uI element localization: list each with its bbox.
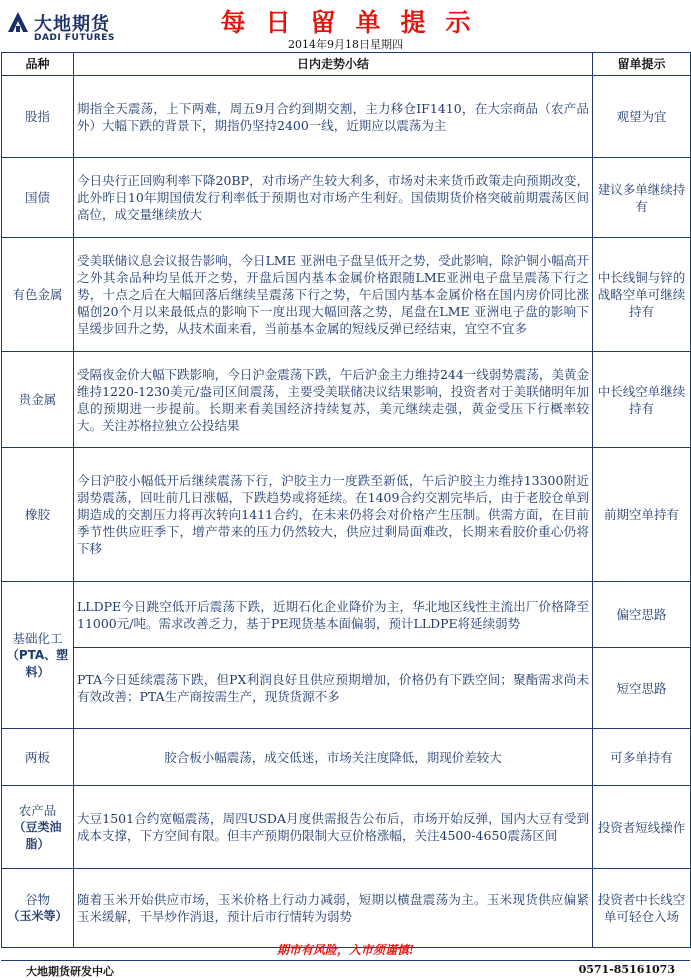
row-summary: 大豆1501合约宽幅震荡，周四USDA月度供需报告公布后，市场开始反弹，国内大豆有受到成本支撑，下方空间有限。但丰产预期仍限制大豆价格涨幅，关注4500-4650震荡区间 [74, 786, 593, 869]
logo-english-name: DADI FUTURES [34, 33, 115, 43]
risk-warning: 期市有风险，入市须谨慎! [276, 943, 415, 957]
table-row [2, 238, 691, 352]
row-category: 股指 [2, 76, 74, 158]
row-advice: 中长线铜与锌的战略空单可继续持有 [593, 238, 691, 352]
row-category [2, 582, 74, 729]
column-header-category: 品种 [2, 53, 74, 76]
footer-organization: 大地期货研发中心 [26, 965, 114, 978]
row-advice: 中长线空单继续持有 [593, 352, 691, 448]
row-category: 国债 [2, 158, 74, 238]
row-category-sub: （豆类油脂） [13, 819, 62, 851]
row-category: 两板 [2, 729, 74, 786]
footer-divider [1, 960, 690, 961]
table-row [2, 648, 691, 729]
row-category [2, 869, 74, 948]
row-category-main: 谷物 [24, 892, 50, 907]
row-advice: 投资者中长线空单可轻仓入场 [593, 869, 691, 948]
row-advice: 观望为宜 [593, 76, 691, 158]
advice-table [1, 52, 691, 948]
row-category-main: 农产品 [18, 802, 57, 818]
report-date: 2014年9月18日星期四 [288, 38, 403, 51]
row-advice: 投资者短线操作 [593, 786, 691, 869]
footer-phone: 0571-85161073 [578, 963, 675, 976]
row-advice: 偏空思路 [593, 582, 691, 648]
table-row [2, 582, 691, 648]
row-category-main: 基础化工 [12, 630, 63, 646]
row-summary: 受隔夜金价大幅下跌影响，今日沪金震荡下跌，午后沪金主力维持244一线弱势震荡，美黄金维持1220-1230美元/盎司区间震荡，主要受美联储决议结果影响，投资者对于美联储明年加息的预期进一步提前。长期来看美国经济持续复苏，美元继续走强，黄金受压下行概率较大。关注苏格拉独立公投结果 [74, 352, 593, 448]
table-header-row [2, 53, 691, 76]
row-summary: 今日沪胶小幅低开后继续震荡下行，沪胶主力一度跌至新低，午后沪胶主力维持13300附近弱势震荡，回吐前几日涨幅，下跌趋势或将延续。在1409合约交割完毕后，由于老胶仓单到期造成的交割压力将再次转向1411合约，在未来仍将会对价格产生压制。供需方面，在目前季节性供应旺季下，增产带来的压力仍然较大，供应过剩局面难改，长期来看胶价重心仍将下移 [74, 448, 593, 582]
table-row [2, 158, 691, 238]
row-summary: 胶合板小幅震荡，成交低迷，市场关注度降低，期现价差较大 [74, 729, 593, 786]
table-row [2, 448, 691, 582]
row-summary: 随着玉米开始供应市场，玉米价格上行动力减弱，短期以横盘震荡为主。玉米现货供应偏紧玉米缓解，干旱炒作消退，预计后市行情转为弱势 [74, 869, 593, 948]
logo-chinese-name: 大地期货 [34, 14, 110, 35]
row-category [2, 786, 74, 869]
row-category: 贵金属 [2, 352, 74, 448]
table-row [2, 352, 691, 448]
row-category: 橡胶 [2, 448, 74, 582]
row-category-sub: （PTA、塑料） [6, 647, 69, 679]
row-summary: PTA今日延续震荡下跌，但PX利润良好且供应预期增加，价格仍有下跌空间；聚酯需求尚未有效改善；PTA生产商按需生产，现货货源不多 [74, 648, 593, 729]
row-advice: 前期空单持有 [593, 448, 691, 582]
table-row [2, 729, 691, 786]
row-advice: 可多单持有 [593, 729, 691, 786]
row-summary: 受美联储议息会议报告影响，今日LME 亚洲电子盘呈低开之势，受此影响，除沪铜小幅高开之外其余品种均呈低开之势，开盘后国内基本金属价格跟随LME亚洲电子盘呈震荡下行之势，十点之后在大幅回落后继续呈震荡下行之势，午后国内基本金属价格在国内房价同比涨幅创20个月以来最低点的影响下一度出现大幅回落之势，尾盘在LME 亚洲电子盘的影响下呈缓步回升之势，从技术面来看，当前基本金属的短线反弹已经结束，宜空不宜多 [74, 238, 593, 352]
table-row [2, 786, 691, 869]
row-summary: 期指全天震荡，上下两难，周五9月合约到期交割，主力移仓IF1410，在大宗商品（农产品外）大幅下跌的背景下，期指仍坚持2400一线，近期应以震荡为主 [74, 76, 593, 158]
row-summary: LLDPE今日跳空低开后震荡下跌，近期石化企业降价为主，华北地区线性主流出厂价格降至11000元/吨。需求改善乏力，基于PE现货基本面偏弱，预计LLDPE将延续弱势 [74, 582, 593, 648]
table-row [2, 869, 691, 948]
column-header-summary: 日内走势小结 [74, 53, 593, 76]
row-category: 有色金属 [2, 238, 74, 352]
row-advice: 短空思路 [593, 648, 691, 729]
table-row [2, 76, 691, 158]
column-header-advice: 留单提示 [593, 53, 691, 76]
row-advice: 建议多单继续持有 [593, 158, 691, 238]
row-summary: 今日央行正回购利率下降20BP，对市场产生较大利多，市场对未来货币政策走向预期改变，此外昨日10年期国债发行利率低于预期也对市场产生利好。国债期货价格突破前期震荡区间高位，成交量继续放大 [74, 158, 593, 238]
page-title: 每日留单提示 [220, 8, 491, 37]
row-category-sub: （玉米等） [7, 909, 68, 923]
